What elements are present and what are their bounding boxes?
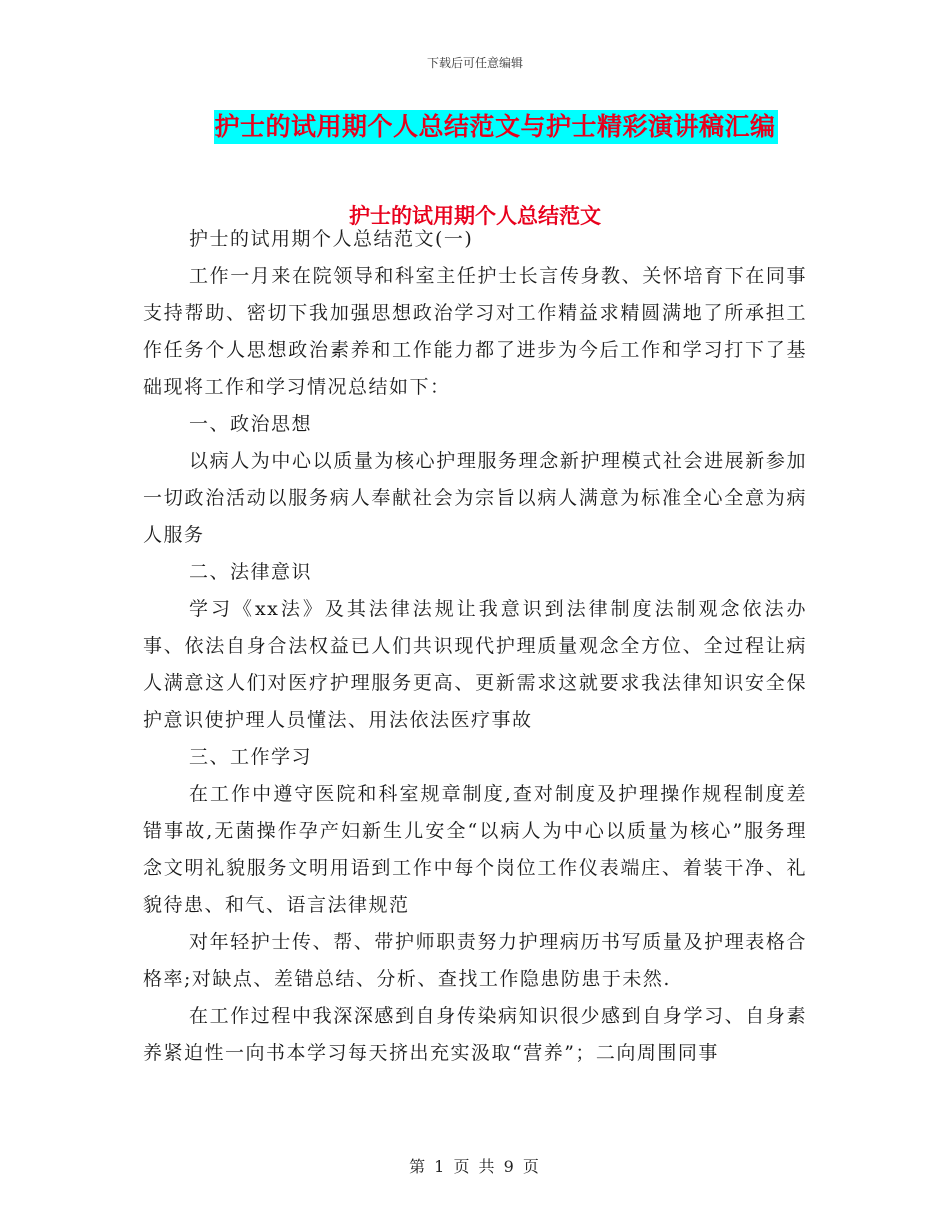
paragraph-mentoring: 对年轻护士传、帮、带护师职责努力护理病历书写质量及护理表格合格率;对缺点、差错总结、分析、查找工作隐患防患于未然. xyxy=(143,931,807,990)
heading-political-thought: 一、政治思想 xyxy=(189,413,313,435)
paragraph-legal-awareness: 学习《xx法》及其法律法规让我意识到法律制度法制观念依法办事、依法自身合法权益已人们共识现代护理质量观念全方位、全过程让病人满意这人们对医疗护理服务更高、更新需求这就要求我法律知识安全保护意识使护理人员懂法、用法依法医疗事故 xyxy=(143,598,807,731)
heading-legal-awareness: 二、法律意识 xyxy=(189,561,313,583)
document-title: 护士的试用期个人总结范文与护士精彩演讲稿汇编 xyxy=(214,110,777,144)
paragraph-learning: 在工作过程中我深深感到自身传染病知识很少感到自身学习、自身素养紧迫性一向书本学习每天挤出充实汲取“营养”；二向周围同事 xyxy=(143,1005,807,1064)
heading-work-study: 三、工作学习 xyxy=(189,746,313,768)
document-body xyxy=(143,221,807,1072)
page-header-note: 下载后可任意编辑 xyxy=(426,56,523,70)
paragraph-political-thought: 以病人为中心以质量为核心护理服务理念新护理模式社会进展新参加一切政治活动以服务病人奉献社会为宗旨以病人满意为标准全心全意为病人服务 xyxy=(143,450,807,546)
section-title: 护士的试用期个人总结范文 xyxy=(349,203,601,228)
paragraph-work-rules: 在工作中遵守医院和科室规章制度,查对制度及护理操作规程制度差错事故,无菌操作孕产妇新生儿安全“以病人为中心以质量为核心”服务理念文明礼貌服务文明用语到工作中每个岗位工作仪表端庄、着装干净、礼貌待患、和气、语言法律规范 xyxy=(143,783,807,916)
document-title-container xyxy=(0,110,950,144)
paragraph-subtitle: 护士的试用期个人总结范文(一) xyxy=(189,228,474,250)
paragraph-intro: 工作一月来在院领导和科室主任护士长言传身教、关怀培育下在同事支持帮助、密切下我加强思想政治学习对工作精益求精圆满地了所承担工作任务个人思想政治素养和工作能力都了进步为今后工作和学习打下了基础现将工作和学习情况总结如下： xyxy=(143,265,807,398)
page-number: 第 1 页 共 9 页 xyxy=(409,1157,541,1176)
